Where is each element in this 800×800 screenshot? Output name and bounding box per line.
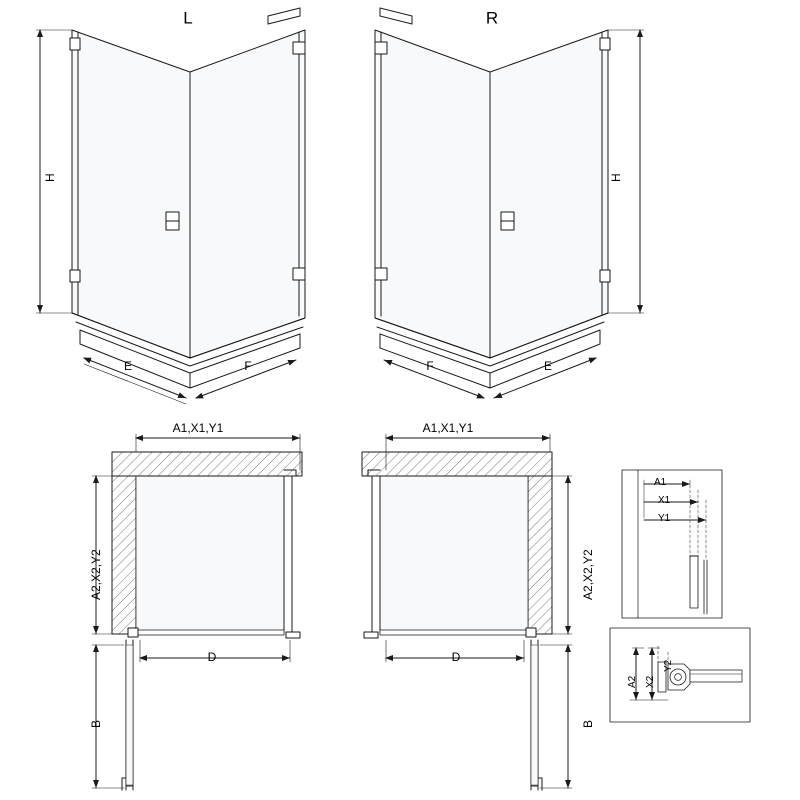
iso-left-front-label: E	[123, 359, 133, 373]
iso-left-side-label: F	[244, 359, 252, 373]
plan-left-door-dimension: B	[89, 719, 103, 728]
iso-view-right	[375, 8, 644, 398]
plan-right-side-dimension: A2,X2,Y2	[581, 549, 595, 600]
iso-right-front-label: E	[543, 359, 553, 373]
detail-top-dim-a1: A1	[654, 477, 667, 488]
plan-right-door-dimension: B	[581, 719, 595, 728]
detail-bottom-dim-y2: Y2	[663, 659, 674, 672]
plan-view-right	[362, 434, 572, 790]
plan-view-left	[89, 434, 302, 790]
detail-bottom-dim-x2: X2	[645, 675, 656, 688]
iso-right-title: R	[485, 8, 499, 28]
detail-bottom-dim-a2: A2	[627, 675, 638, 688]
iso-left-title: L	[183, 8, 193, 28]
plan-left-inner-dimension: D	[207, 650, 217, 664]
plan-left-side-dimension: A2,X2,Y2	[89, 549, 103, 600]
detail-top-right	[622, 470, 722, 618]
plan-right-inner-dimension: D	[451, 650, 461, 664]
plan-left-top-dimension: A1,X1,Y1	[172, 421, 224, 435]
iso-left-height-label: H	[43, 173, 57, 182]
iso-right-height-label: H	[609, 173, 623, 182]
iso-view-left	[36, 8, 305, 404]
detail-top-dim-x1: X1	[658, 495, 671, 506]
detail-top-dim-y1: Y1	[658, 513, 671, 524]
plan-right-top-dimension: A1,X1,Y1	[422, 421, 474, 435]
iso-right-side-label: F	[426, 359, 434, 373]
